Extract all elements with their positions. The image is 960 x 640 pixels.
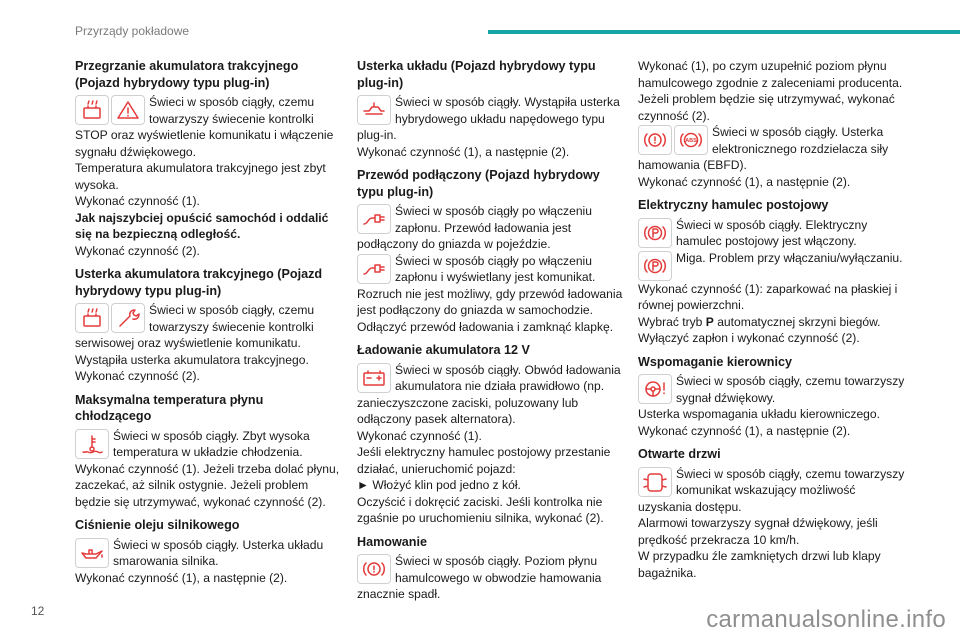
section-power-steering [638, 354, 910, 440]
header-title: Przyrządy pokładowe [75, 24, 190, 38]
item-description: Świeci w sposób ciągły, czemu towarzyszy świecenie kontrolki STOP oraz wyświetlenie komunikatu i włączenie sygnału dźwiękowego. [75, 95, 334, 159]
paragraph: Wykonać czynność (1). [75, 194, 200, 208]
paragraph [638, 314, 910, 331]
charging-plug-icon [357, 204, 391, 234]
warning-item [357, 203, 629, 253]
column-1 [75, 58, 343, 593]
paragraph: Wykonać czynność (1). [357, 428, 482, 443]
warning-item [638, 466, 910, 516]
item-description: Świeci w sposób ciągły, czemu towarzyszy świecenie kontrolki serwisowej oraz wyświetlenie komunikatu. [75, 303, 315, 350]
warning-item [638, 250, 910, 281]
wrench-icon [111, 303, 145, 333]
paragraph: Jeśli elektryczny hamulec postojowy przestanie działać, unieruchomić pojazd: [357, 445, 611, 476]
paragraph: Wystąpiła usterka akumulatora trakcyjnego. [75, 352, 309, 367]
warning-item [638, 373, 910, 406]
open-door-icon [638, 467, 672, 497]
paragraph: Oczyścić i dokręcić zaciski. Jeśli kontrolka nie zgaśnie po uruchomieniu silnika, wykonać (2). [357, 494, 604, 525]
paragraph: Usterka wspomagania układu kierowniczego. Wykonać czynność (1), a następnie (2). [638, 407, 880, 438]
item-description: Świeci w sposób ciągły po włączeniu zapłonu. Przewód ładowania jest podłączony do gniazda w pojeździe. [357, 204, 592, 251]
charging-plug-icon [357, 254, 391, 284]
item-description: Świeci w sposób ciągły. Usterka elektronicznego rozdzielacza siły hamowania (EBFD). [638, 125, 889, 172]
item-description: Miga. Problem przy włączaniu/wyłączaniu. [676, 250, 903, 265]
warning-item [75, 302, 343, 352]
warning-item [357, 553, 629, 603]
battery-heat-icon [75, 95, 109, 125]
paragraph: Alarmowi towarzyszy sygnał dźwiękowy, jeśli prędkość przekracza 10 km/h. [638, 516, 878, 547]
text-part: Wybrać tryb [638, 314, 706, 329]
section-title: Usterka akumulatora trakcyjnego (Pojazd hybrydowy typu plug-in) [75, 267, 323, 298]
warning-item [75, 94, 343, 160]
paragraph: Wykonać czynność (1), a następnie (2). [75, 570, 288, 585]
parking-brake-icon [638, 251, 672, 281]
battery-heat-icon [75, 303, 109, 333]
brake-warning-icon [638, 125, 672, 155]
warning-item [357, 94, 629, 144]
section-cable-connected [357, 167, 629, 335]
item-description: Świeci w sposób ciągły. Wystąpiła usterka hybrydowego układu napędowego typu plug-in. [357, 95, 620, 142]
section-12v-battery [357, 342, 629, 527]
paragraph: Wykonać czynność (2). [75, 243, 200, 258]
paragraph: Odłączyć przewód ładowania i zamknąć klapkę. [357, 319, 614, 334]
page-number: 12 [31, 604, 45, 618]
item-description: Świeci w sposób ciągły, czemu towarzyszy sygnał dźwiękowy. [676, 374, 905, 405]
section-parking-brake [638, 197, 910, 347]
item-description: Świeci w sposób ciągły, czemu towarzyszy komunikat wskazujący możliwość uzyskania dostępu. [638, 466, 905, 514]
section-coolant-temperature [75, 392, 343, 511]
paragraph-bold: Jak najszybciej opuścić samochód i oddalić się na bezpieczną odległość. [75, 210, 329, 241]
warning-item [357, 253, 629, 319]
battery-12v-icon [357, 363, 391, 393]
warning-item [75, 428, 343, 461]
section-title: Ciśnienie oleju silnikowego [75, 518, 240, 532]
coolant-temperature-icon [75, 429, 109, 459]
section-hybrid-system-fault [357, 58, 629, 160]
abs-icon [674, 125, 708, 155]
oil-can-icon [75, 538, 109, 568]
warning-item [638, 124, 910, 174]
paragraph: Wykonać (1), po czym uzupełnić poziom płynu hamulcowego zgodnie z zaleceniami producenta. Jeżeli problem będzie się utrzymywać, wykonać czynność (2). [638, 59, 903, 123]
header-accent-bar [488, 30, 960, 34]
item-description: Świeci w sposób ciągły. Zbyt wysoka temperatura w układzie chłodzenia. [113, 428, 310, 459]
column-2 [357, 58, 629, 610]
column-3 [638, 58, 910, 588]
watermark: carmanualsonline.info [706, 606, 946, 633]
warning-item [75, 537, 343, 570]
section-battery-overheat [75, 58, 343, 259]
section-battery-fault [75, 266, 343, 385]
paragraph: Wykonać czynność (1). Jeżeli trzeba dolać płynu, zaczekać, aż silnik ostygnie. Jeżeli problem będzie się utrzymywać, wykonać czynność (2). [75, 461, 340, 509]
section-title: Przewód podłączony (Pojazd hybrydowy typu plug-in) [357, 168, 600, 199]
text-part: automatycznej skrzyni biegów. [713, 314, 881, 329]
parking-brake-icon [638, 218, 672, 248]
paragraph: Wyłączyć zapłon i wykonać czynność (2). [638, 331, 860, 345]
section-braking-continued [638, 58, 910, 190]
paragraph: W przypadku źle zamkniętych drzwi lub klapy bagażnika. [638, 549, 881, 580]
paragraph: Wykonać czynność (1): zaparkować na płaskiej i równej powierzchni. [638, 281, 898, 312]
steering-wheel-warning-icon [638, 374, 672, 404]
section-title: Ładowanie akumulatora 12 V [357, 343, 530, 357]
paragraph: Wykonać czynność (1), a następnie (2). [638, 174, 851, 189]
warning-item [638, 217, 910, 250]
section-title: Usterka układu (Pojazd hybrydowy typu plug-in) [357, 59, 596, 90]
hybrid-fault-icon [357, 95, 391, 125]
brake-warning-icon [357, 554, 391, 584]
item-description: Świeci w sposób ciągły. Poziom płynu hamulcowego w obwodzie hamowania znacznie spadł. [357, 554, 602, 601]
item-description: Świeci w sposób ciągły po włączeniu zapłonu i wyświetlany jest komunikat. Rozruch nie jest możliwy, gdy przewód ładowania jest podłączony do gniazda w samochodzie. [357, 253, 623, 317]
section-title: Elektryczny hamulec postojowy [638, 198, 829, 212]
section-title: Otwarte drzwi [638, 447, 721, 461]
item-description: Świeci w sposób ciągły. Usterka układu smarowania silnika. [113, 537, 324, 568]
section-braking [357, 534, 629, 603]
warning-item [357, 362, 629, 428]
section-open-doors [638, 446, 910, 581]
section-title: Przegrzanie akumulatora trakcyjnego (Pojazd hybrydowy typu plug-in) [75, 59, 299, 90]
section-oil-pressure [75, 517, 343, 586]
svg-text:ABS: ABS [685, 138, 697, 144]
item-description: Świeci w sposób ciągły. Elektryczny hamulec postojowy jest włączony. [676, 217, 868, 248]
item-description: Świeci w sposób ciągły. Obwód ładowania akumulatora nie działa prawidłowo (np. zanieczyszczone zaciski, poluzowany lub odłączony pasek alternatora). [357, 362, 621, 426]
paragraph: Wykonać czynność (2). [75, 369, 200, 383]
section-title: Hamowanie [357, 534, 427, 549]
section-title: Wspomaganie kierownicy [638, 354, 792, 369]
gear-mode-label: P [705, 314, 714, 329]
paragraph: Temperatura akumulatora trakcyjnego jest zbyt wysoka. [75, 161, 326, 192]
paragraph: ► Włożyć klin pod jedno z kół. [357, 478, 521, 492]
paragraph: Wykonać czynność (1), a następnie (2). [357, 144, 570, 159]
warning-triangle-icon [111, 95, 145, 125]
section-title: Maksymalna temperatura płynu chłodzącego [75, 392, 264, 423]
